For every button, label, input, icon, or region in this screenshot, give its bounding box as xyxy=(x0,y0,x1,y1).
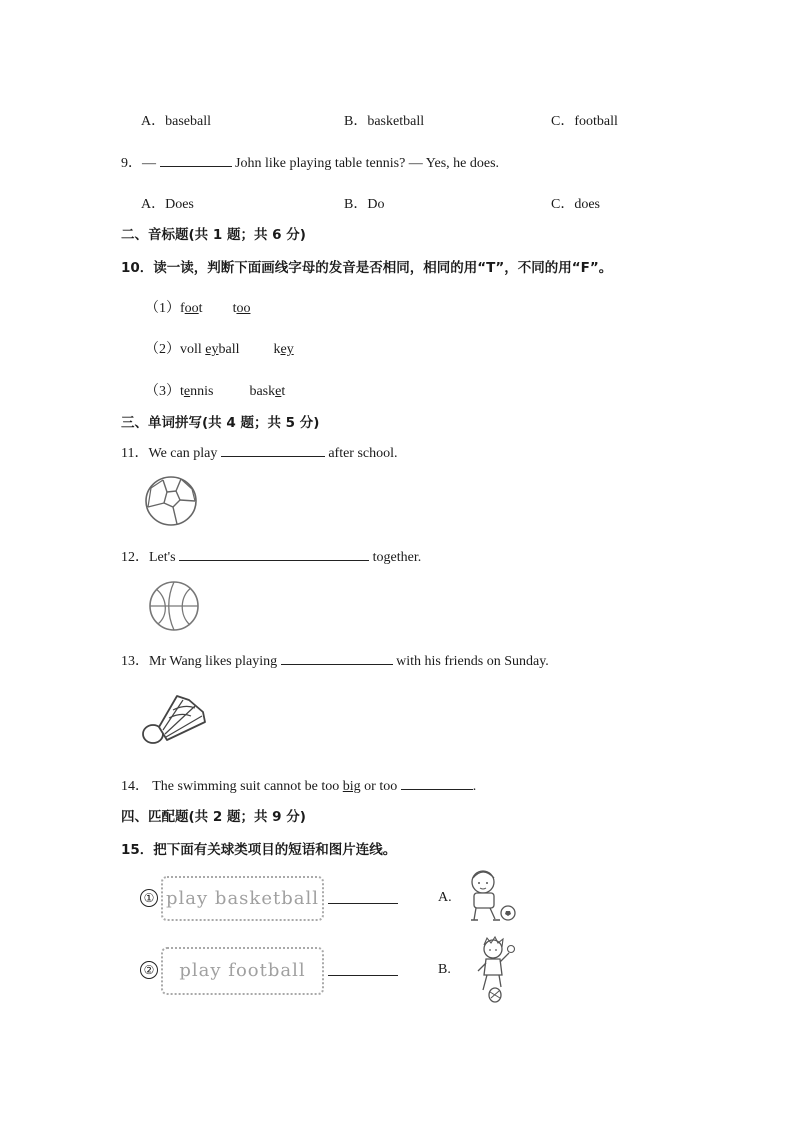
q15-letter-b: B. xyxy=(438,962,451,977)
q9-option-a: A．Does xyxy=(141,197,194,212)
q9-option-b: B．Do xyxy=(344,197,385,212)
word-part: f xyxy=(180,301,185,316)
question-13 xyxy=(121,650,549,670)
section-3-title: 三、单词拼写(共 4 题；共 5 分) xyxy=(121,415,320,431)
q10-item-label: （3） xyxy=(145,384,180,399)
q15-item-1-number: ① xyxy=(140,889,158,907)
q15-item-2-number: ② xyxy=(140,961,158,979)
q9-answer-blank[interactable] xyxy=(160,154,232,167)
q8-option-c: C．football xyxy=(551,114,618,129)
q14-underlined-word: big xyxy=(342,779,361,794)
word-part: ball xyxy=(218,342,240,357)
q10-item-3 xyxy=(145,380,285,400)
underlined-letters: oo xyxy=(184,301,199,316)
q13-answer-blank[interactable] xyxy=(281,652,393,665)
word-part: voll xyxy=(180,342,206,357)
word-part: t xyxy=(232,301,237,316)
q15-prompt: 15．把下面有关球类项目的短语和图片连线。 xyxy=(121,842,397,858)
section-4-title: 四、匹配题(共 2 题；共 9 分) xyxy=(121,809,306,825)
underlined-letters: e xyxy=(183,384,191,399)
q10-item-2 xyxy=(145,338,294,358)
q15-answer-blank-2[interactable] xyxy=(328,963,398,976)
q9-option-c: C．does xyxy=(551,197,600,212)
football-icon xyxy=(143,474,199,528)
shuttlecock-icon xyxy=(139,690,209,748)
boy-with-football-icon xyxy=(463,866,519,924)
word-part: t xyxy=(281,384,286,399)
q11-text-after: after school. xyxy=(328,446,398,461)
q13-text-before: 13．Mr Wang likes playing xyxy=(121,654,278,669)
word-part: k xyxy=(273,342,281,357)
q10-item-1 xyxy=(145,297,250,317)
q15-item-2-line xyxy=(328,963,398,981)
word-part: t xyxy=(180,384,184,399)
q15-phrase-box-2[interactable]: play football xyxy=(161,947,324,995)
q11-answer-blank[interactable] xyxy=(221,444,325,457)
q12-answer-blank[interactable] xyxy=(179,548,369,561)
word-part: t xyxy=(198,301,203,316)
question-9 xyxy=(121,152,499,172)
q12-text-after: together. xyxy=(372,550,422,565)
q10-prompt: 10．读一读，判断下面画线字母的发音是否相同，相同的用“T”，不同的用“F”。 xyxy=(121,260,613,276)
q14-text-middle: or too xyxy=(364,779,398,794)
q15-phrase-box-1[interactable]: play basketball xyxy=(161,876,324,921)
q15-answer-blank-1[interactable] xyxy=(328,891,398,904)
basketball-icon xyxy=(147,579,201,633)
q15-letter-a: A. xyxy=(438,890,452,905)
boy-playing-ball-icon xyxy=(473,935,519,1005)
q12-text-before: 12．Let's xyxy=(121,550,176,565)
q8-option-b: B．basketball xyxy=(344,114,425,129)
underlined-letters: oo xyxy=(236,301,251,316)
q14-text-after: . xyxy=(472,779,477,794)
question-12 xyxy=(121,546,421,566)
q14-answer-blank[interactable] xyxy=(401,777,473,790)
underlined-letters: e xyxy=(275,384,282,399)
question-14 xyxy=(121,775,476,795)
q9-number: 9．— xyxy=(121,156,156,171)
question-11 xyxy=(121,442,398,462)
q8-option-a: A．baseball xyxy=(141,114,211,129)
section-2-title: 二、音标题(共 1 题；共 6 分) xyxy=(121,227,306,243)
underlined-letters: ey xyxy=(205,342,219,357)
word-part: nnis xyxy=(190,384,214,399)
underlined-letters: ey xyxy=(280,342,294,357)
q13-text-after: with his friends on Sunday. xyxy=(396,654,549,669)
q9-text: John like playing table tennis? — Yes, he does. xyxy=(235,156,500,171)
word-part: bask xyxy=(249,384,276,399)
q11-text-before: 11．We can play xyxy=(121,446,218,461)
q15-item-1-line xyxy=(328,891,398,909)
q10-item-label: （2） xyxy=(145,342,180,357)
q14-text-before: 14． The swimming suit cannot be too xyxy=(121,779,340,794)
q10-item-label: （1） xyxy=(145,301,180,316)
